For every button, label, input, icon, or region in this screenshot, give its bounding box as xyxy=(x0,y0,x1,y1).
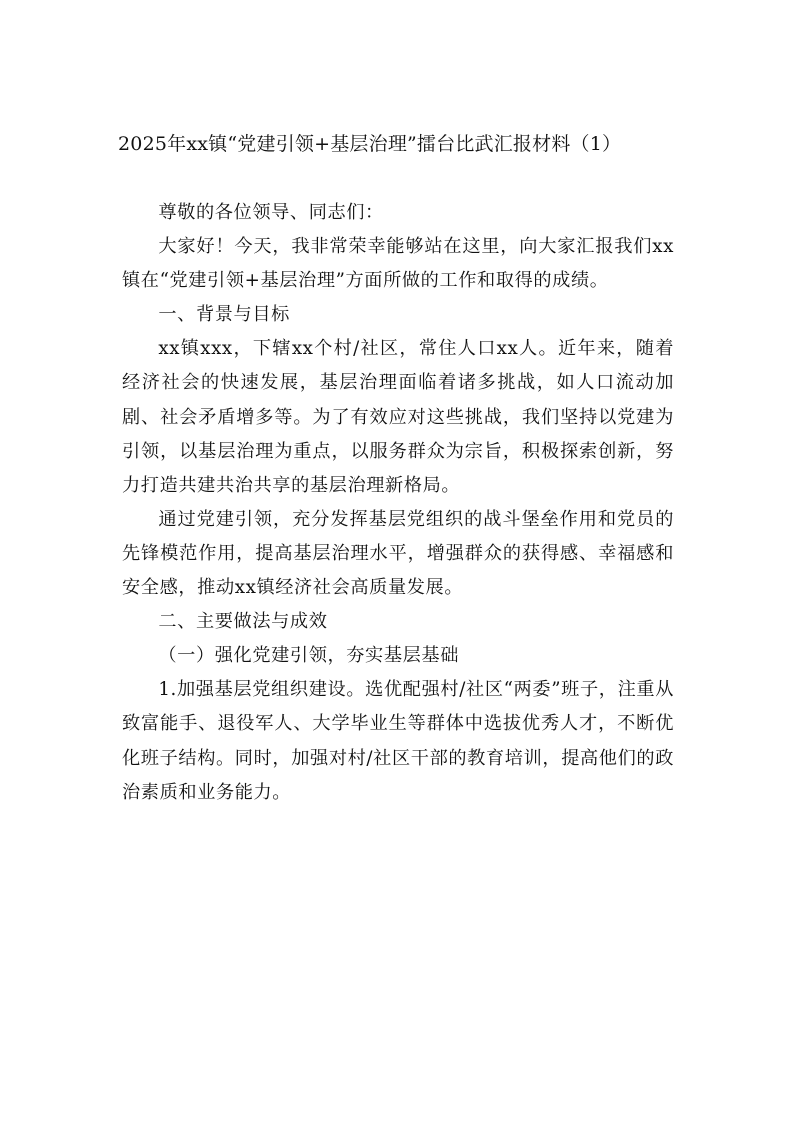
document-body xyxy=(122,196,674,810)
paragraph-organization: 1.加强基层党组织建设。选优配强村/社区“两委”班子，注重从致富能手、退役军人、大学毕业生等群体中选拔优秀人才，不断优化班子结构。同时，加强对村/社区干部的教育培训，提高他们的政治素质和业务能力。 xyxy=(122,679,674,803)
paragraph-background: xx镇xxx，下辖xx个村/社区，常住人口xx人。近年来，随着经济社会的快速发展，基层治理面临着诸多挑战，如人口流动加剧、社会矛盾增多等。为了有效应对这些挑战，我们坚持以党建为引领，以基层治理为重点，以服务群众为宗旨，积极探索创新，努力打造共建共治共享的基层治理新格局。 xyxy=(122,338,674,496)
paragraph-goal: 通过党建引领，充分发挥基层党组织的战斗堡垒作用和党员的先锋模范作用，提高基层治理水平，增强群众的获得感、幸福感和安全感，推动xx镇经济社会高质量发展。 xyxy=(122,508,674,599)
section-heading-background: 一、背景与目标 xyxy=(158,304,290,326)
section-heading-practices: 二、主要做法与成效 xyxy=(158,611,328,633)
subsection-heading-party-building: （一）强化党建引领，夯实基层基础 xyxy=(158,645,459,667)
salutation: 尊敬的各位领导、同志们： xyxy=(158,202,384,223)
paragraph-greeting: 大家好！今天，我非常荣幸能够站在这里，向大家汇报我们xx镇在“党建引领+基层治理”方面所做的工作和取得的成绩。 xyxy=(122,236,674,292)
document-title: 2025年xx镇“党建引领+基层治理”擂台比武汇报材料（1） xyxy=(118,133,622,155)
